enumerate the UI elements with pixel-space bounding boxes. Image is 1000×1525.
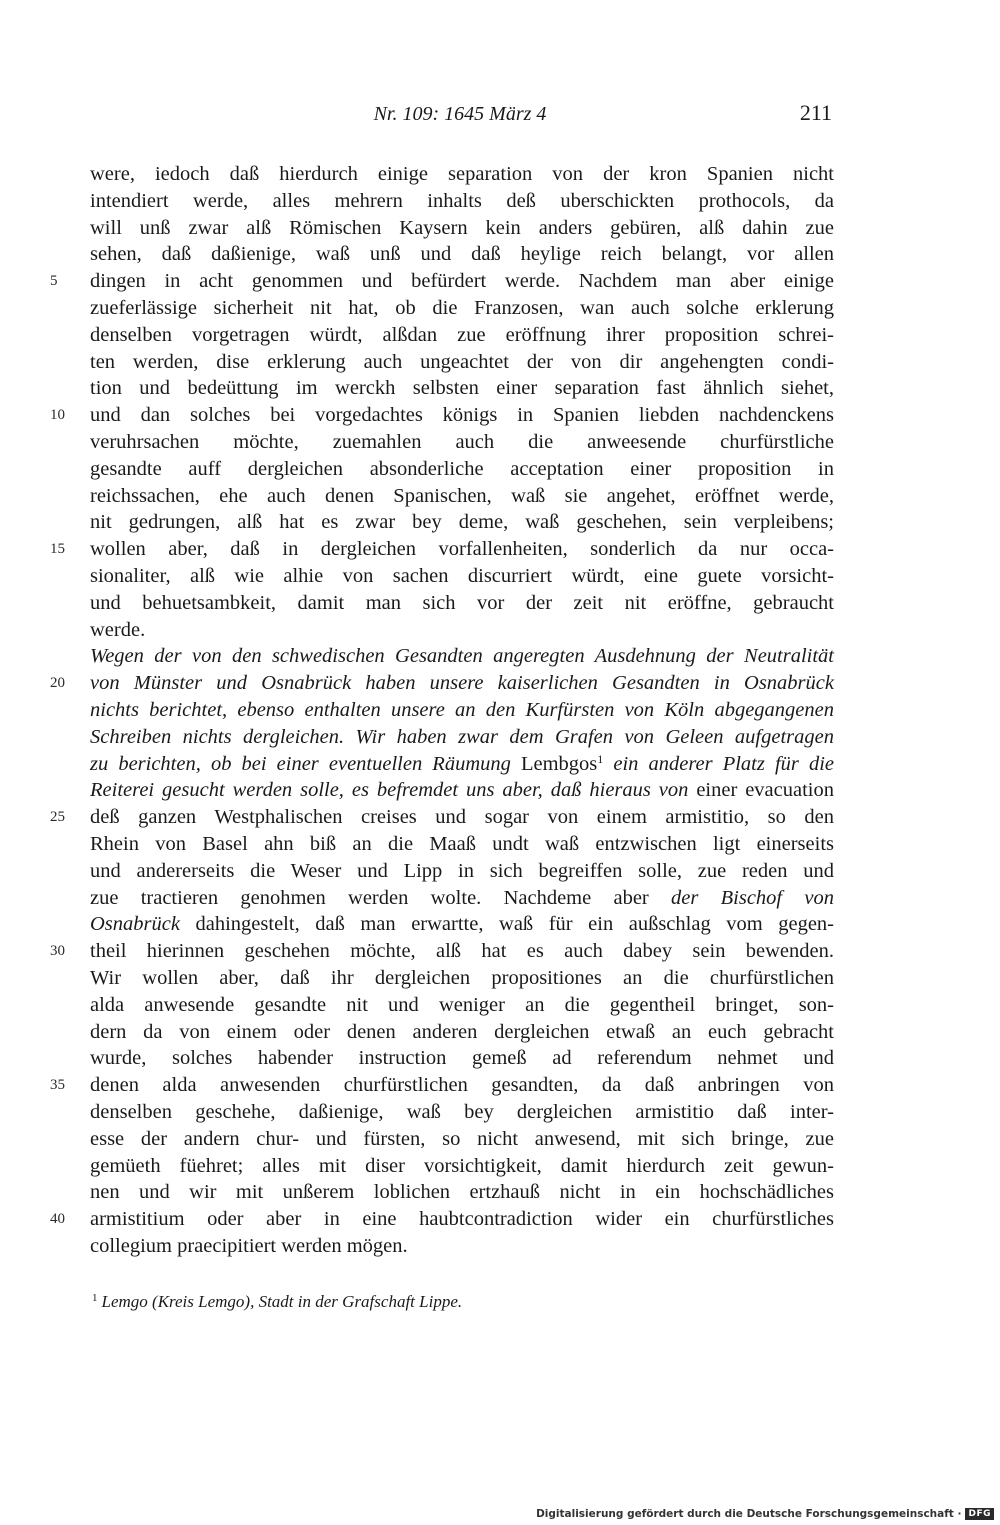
text-line: Wir wollen aber, daß ihr dergleichen propositiones an die churfürstlichen	[90, 967, 834, 989]
text-segment: zue tractieren genohmen werden wolte. Nachdeme aber	[90, 886, 672, 909]
text-line: gemüeth füehret; alles mit diser vorsichtigkeit, damit hierdurch zeit gewun-	[90, 1154, 834, 1177]
text-line: denen alda anwesenden churfürstlichen gesandten, da daß anbringen von	[90, 1074, 834, 1097]
line-number: 30	[50, 943, 65, 960]
text-segment: nichts berichtet, ebenso enthalten unsere an den Kurfürsten von Köln abgegangenen	[90, 699, 834, 721]
text-line: und andererseits die Weser und Lipp in sich begreiffen solle, zue reden und	[90, 859, 834, 882]
text-segment: ein anderer Platz für die	[603, 752, 835, 775]
text-line: veruhrsachen möchte, zuemahlen auch die anweesende churfürstliche	[90, 431, 834, 453]
footnote-marker: 1	[92, 1292, 98, 1304]
text-line: armistitium oder aber in eine haubtcontradiction wider ein churfürstliches	[90, 1208, 834, 1231]
line-number: 10	[50, 407, 65, 424]
line-number: 15	[50, 541, 65, 558]
text-line	[90, 696, 834, 724]
text-line: dern da von einem oder denen anderen dergleichen etwaß an euch gebracht	[90, 1020, 834, 1043]
text-line: sehen, daß daßienige, waß unß und daß heylige reich belangt, vor allen	[90, 243, 834, 266]
text-line	[90, 642, 834, 670]
text-line	[90, 723, 834, 751]
text-line: dingen in acht genommen und befürdert werde. Nachdem man aber einige	[90, 270, 834, 293]
text-line: intendiert werde, alles mehrern inhalts deß uberschickten prothocols, da	[90, 189, 834, 212]
text-segment: Osnabrück	[90, 913, 180, 936]
text-line: theil hierinnen geschehen möchte, alß hat es auch dabey sein bewenden.	[90, 940, 834, 963]
text-line	[90, 910, 834, 938]
text-line	[90, 884, 834, 912]
dfg-logo: DFG	[965, 1508, 994, 1520]
text-line: denselben vorgetragen würdt, alßdan zue eröffnung ihrer proposition schrei-	[90, 323, 834, 346]
text-line: alda anwesende gesandte nit und weniger an die gegentheil bringet, son-	[90, 993, 834, 1016]
text-line: wurde, solches habender instruction gemeß ad referendum nehmet und	[90, 1047, 834, 1070]
text-line: reichssachen, ehe auch denen Spanischen, waß sie angehet, eröffnet werde,	[90, 484, 834, 507]
text-line: Rhein von Basel ahn biß an die Maaß undt waß entzwischen ligt einerseits	[90, 833, 834, 855]
text-line: nit gedrungen, alß hat es zwar bey deme, waß geschehen, sein verpleibens;	[90, 511, 834, 534]
text-line: were, iedoch daß hierdurch einige separation von der kron Spanien nicht	[90, 163, 834, 185]
text-line: gesandte auff dergleichen absonderliche acceptation einer proposition in	[90, 457, 834, 480]
text-segment: dahingestelt, daß man erwartte, waß für ein außschlag vom gegen-	[179, 913, 834, 936]
text-line: wollen aber, daß in dergleichen vorfallenheiten, sonderlich da nur occa-	[90, 538, 834, 561]
running-header-title: Nr. 109: 1645 März 4	[373, 103, 547, 125]
text-segment: Schreiben nichts dergleichen. Wir haben zwar dem Grafen von Geleen aufgetragen	[90, 725, 834, 748]
text-line: denselben geschehe, daßienige, waß bey dergleichen armistitio daß inter-	[90, 1101, 834, 1123]
text-line: zueferlässige sicherheit nit hat, ob die Franzosen, wan auch solche erklerung	[90, 297, 834, 319]
text-line: will unß zwar alß Römischen Kaysern kein anders gebüren, alß dahin zue	[90, 216, 834, 239]
text-segment: Lembgos	[510, 752, 598, 775]
text-line: werde.	[90, 618, 146, 641]
text-line: und behuetsambkeit, damit man sich vor der zeit nit eröffne, gebraucht	[90, 591, 834, 614]
footnote-reference: 1	[597, 751, 604, 766]
text-line	[90, 776, 834, 804]
text-line: collegium praecipitiert werden mögen.	[90, 1235, 408, 1257]
footnote	[92, 1286, 792, 1314]
digitization-credit	[536, 1508, 994, 1520]
text-line: tion und bedeüttung im werckh selbsten einer separation fast ähnlich siehet,	[90, 377, 834, 400]
text-line: ten werden, dise erklerung auch ungeachtet der von dir angehengten condi-	[90, 350, 834, 373]
footnote-text: Lemgo (Kreis Lemgo), Stadt in der Grafschaft Lippe.	[101, 1292, 463, 1311]
line-number: 40	[50, 1211, 65, 1228]
line-number: 5	[50, 273, 58, 290]
text-segment: von Münster und Osnabrück haben unsere kaiserlichen Gesandten in Osnabrück	[90, 672, 834, 695]
credit-text: Digitalisierung gefördert durch die Deutsche Forschungsgemeinschaft ·	[536, 1508, 962, 1520]
text-line: esse der andern chur- und fürsten, so nicht anwesend, mit sich bringe, zue	[90, 1127, 834, 1150]
text-line: sionaliter, alß wie alhie von sachen discurriert würdt, eine guete vorsicht-	[90, 565, 834, 587]
page-number: 211	[799, 100, 832, 125]
line-number: 20	[50, 675, 65, 692]
text-segment: Reiterei gesucht werden solle, es befremdet uns aber, daß hieraus von	[90, 779, 689, 802]
line-number: 25	[50, 809, 65, 826]
line-number: 35	[50, 1077, 65, 1094]
text-line	[90, 750, 834, 778]
text-line: und dan solches bei vorgedachtes königs in Spanien liebden nachdenckens	[90, 404, 834, 427]
text-segment: einer evacuation	[688, 779, 834, 802]
text-segment: zu berichten, ob bei einer eventuellen Räumung	[90, 752, 511, 775]
text-segment: Wegen der von den schwedischen Gesandten angeregten Ausdehnung der Neutralität	[90, 645, 834, 668]
text-line: deß ganzen Westphalischen creises und sogar von einem armistitio, so den	[90, 806, 834, 829]
text-segment: der Bischof von	[671, 886, 834, 909]
text-line	[90, 669, 834, 697]
text-line: nen und wir mit unßerem loblichen ertzhauß nicht in ein hochschädliches	[90, 1181, 834, 1204]
